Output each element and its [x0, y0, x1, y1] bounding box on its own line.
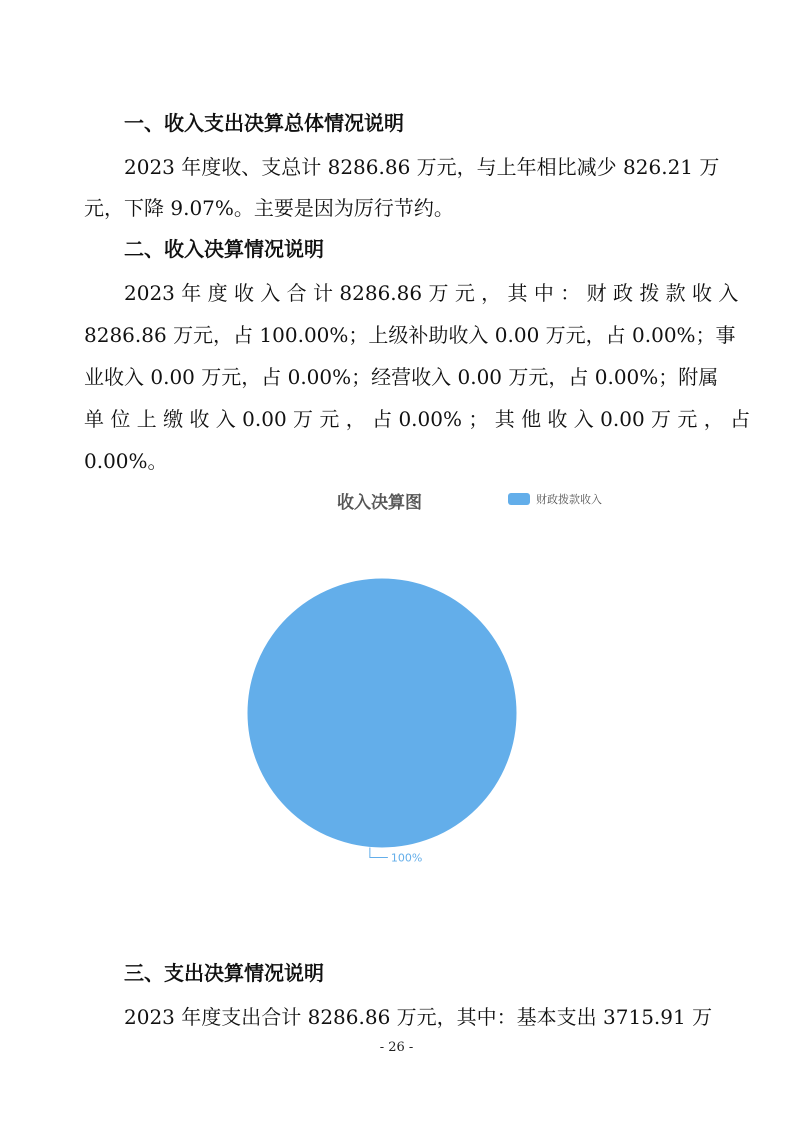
section1-line-2: 元，下降 9.07%。主要是因为厉行节约。: [84, 196, 454, 220]
section3-line-1: 2023 年度支出合计 8286.86 万元，其中：基本支出 3715.91 万: [124, 1005, 713, 1029]
section2-line-1: 2023 年 度 收 入 合 计 8286.86 万 元 ， 其 中 ： 财 政 拨 款 收 入: [124, 281, 739, 305]
section3-heading: 三、支出决算情况说明: [124, 961, 324, 985]
section2-line-3: 业收入 0.00 万元，占 0.00%；经营收入 0.00 万元，占 0.00%；附属: [84, 365, 719, 389]
section1-heading: 一、收入支出决算总体情况说明: [124, 111, 404, 135]
legend-swatch: [508, 493, 530, 505]
pie-slice-0: [247, 578, 517, 848]
pie-chart: [0, 520, 793, 940]
section1-line-1: 2023 年度收、支总计 8286.86 万元，与上年相比减少 826.21 万: [124, 155, 720, 179]
section2-line-4: 单 位 上 缴 收 入 0.00 万 元 ， 占 0.00% ； 其 他 收 入 0.00 万 元 ， 占: [84, 407, 751, 431]
chart-title: 收入决算图: [337, 493, 422, 513]
section2-line-2: 8286.86 万元，占 100.00%；上级补助收入 0.00 万元，占 0.00%；事: [84, 323, 736, 347]
legend-label: 财政拨款收入: [536, 493, 602, 506]
section2-line-5: 0.00%。: [84, 449, 168, 473]
chart-legend: [508, 491, 602, 507]
page-number: - 26 -: [379, 1040, 414, 1055]
pie-leader-line-0: [370, 847, 388, 857]
pie-data-label-0: 100%: [390, 851, 423, 865]
section2-heading: 二、收入决算情况说明: [124, 237, 324, 261]
